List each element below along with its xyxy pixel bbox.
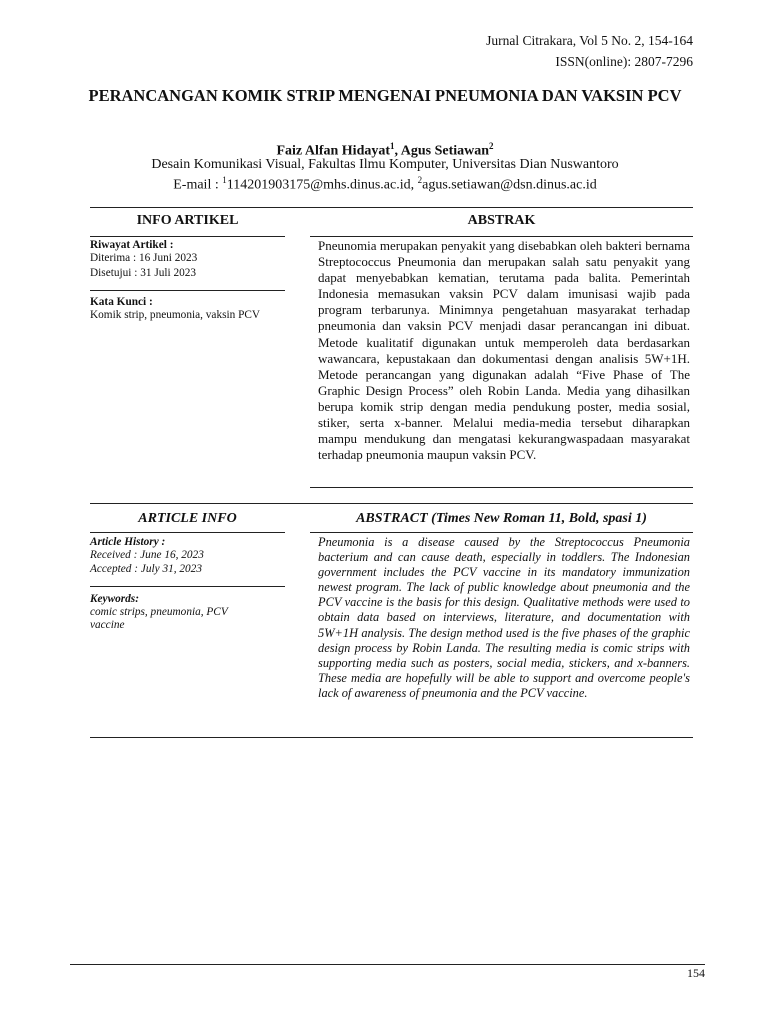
divider — [90, 207, 693, 208]
author-separator: , — [394, 143, 401, 159]
email-line — [60, 175, 710, 194]
accepted-date-id: Disetujui : 31 Juli 2023 — [90, 267, 197, 279]
abstract-heading-en: ABSTRACT (Times New Roman 11, Bold, spasi 1) — [356, 511, 647, 526]
divider — [90, 503, 693, 504]
author-1: Faiz Alfan Hidayat — [276, 143, 391, 159]
info-heading-en: ARTICLE INFO — [138, 511, 237, 526]
info-heading-id: INFO ARTIKEL — [136, 213, 239, 228]
author-2: Agus Setiawan — [400, 143, 490, 159]
keywords-id: Komik strip, pneumonia, vaksin PCV — [90, 309, 261, 321]
divider — [90, 586, 285, 587]
history-label-id: Riwayat Artikel : — [90, 239, 174, 251]
journal-citation: Jurnal Citrakara, Vol 5 No. 2, 154-164 — [486, 33, 693, 48]
divider — [90, 236, 285, 237]
affiliation: Desain Komunikasi Visual, Fakultas Ilmu Komputer, Universitas Dian Nuswantoro — [151, 157, 619, 172]
abstract-heading-id: ABSTRAK — [467, 213, 536, 228]
divider — [310, 532, 693, 533]
email-prefix: E-mail : — [173, 177, 223, 193]
issn: ISSN(online): 2807-7296 — [555, 54, 693, 69]
divider — [310, 236, 693, 237]
author-2-sup: 2 — [489, 141, 494, 151]
abstract-id: Pneunomia merupakan penyakit yang disebabkan oleh bakteri bernama Streptococcus Pneumonia dan merupakan salah satu penyakit yang dapat menyebabkan kematian, terutama pada balita. Pemerintah Indonesia memasukan vaksin PCV dalam imunisasi wajib pada program terbarunya. Minimnya pengetahuan masyarakat terhadap pneumonia dan vaksin PCV menjadi dasar perancangan ini dibuat. Metode kualitatif digunakan untuk memperoleh data berdasarkan wawancara, kepustakaan dan dokumentasi dengan analisis 5W+1H. Metode perancangan yang digunakan adalah “Five Phase of The Graphic Design Process” oleh Robin Landa. Media yang dihasilkan berupa komik strip dengan media pendukung poster, media sosial, stiker, serta x-banner. Melalui media-media tersebut diharapkan mampu mendukung dan mengatasi kekurangwaspadaan masyarakat terhadap pneumonia maupun vaksin PCV. — [318, 238, 690, 463]
email-2: agus.setiawan@dsn.dinus.ac.id — [422, 177, 597, 193]
author-1-sup: 1 — [390, 141, 395, 151]
abstract-en: Pneumonia is a disease caused by the Streptococcus Pneumonia bacterium and can cause death, especially in toddlers. The Indonesian government includes the PCV vaccine in its mandatory immunization newest program. The lack of public knowledge about pneumonia and the PCV vaccine is the basis for this design. Qualitative methods were used to obtain data based on interviews, literature, and documentation with 5W+1H analysis. The design method used is the five phases of the graphic design process by Robin Landa. The resulting media is comic strips with supporting media such as posters, social media, stickers, and x-banners. These media are hopefully will be able to support and overcome people's lack of awareness of pneumonia and the PCV vaccine. — [318, 535, 690, 700]
divider — [90, 290, 285, 291]
divider — [90, 737, 693, 738]
keywords-en: comic strips, pneumonia, PCV vaccine — [90, 606, 228, 631]
accepted-date-en: Accepted : July 31, 2023 — [90, 563, 202, 575]
email-1: 114201903175@mhs.dinus.ac.id, — [226, 177, 418, 193]
keywords-label-en: Keywords: — [90, 593, 139, 605]
footer-rule — [70, 964, 705, 965]
paper-title: PERANCANGAN KOMIK STRIP MENGENAI PNEUMONIA DAN VAKSIN PCV — [88, 86, 682, 105]
received-date-en: Received : June 16, 2023 — [90, 549, 204, 561]
page-number: 154 — [687, 966, 705, 980]
history-label-en: Article History : — [90, 536, 166, 548]
email-1-sup: 1 — [222, 175, 227, 185]
received-date-id: Diterima : 16 Juni 2023 — [90, 252, 198, 264]
email-2-sup: 2 — [417, 175, 423, 185]
divider — [90, 532, 285, 533]
keywords-label-id: Kata Kunci : — [90, 296, 153, 308]
divider — [310, 487, 693, 488]
